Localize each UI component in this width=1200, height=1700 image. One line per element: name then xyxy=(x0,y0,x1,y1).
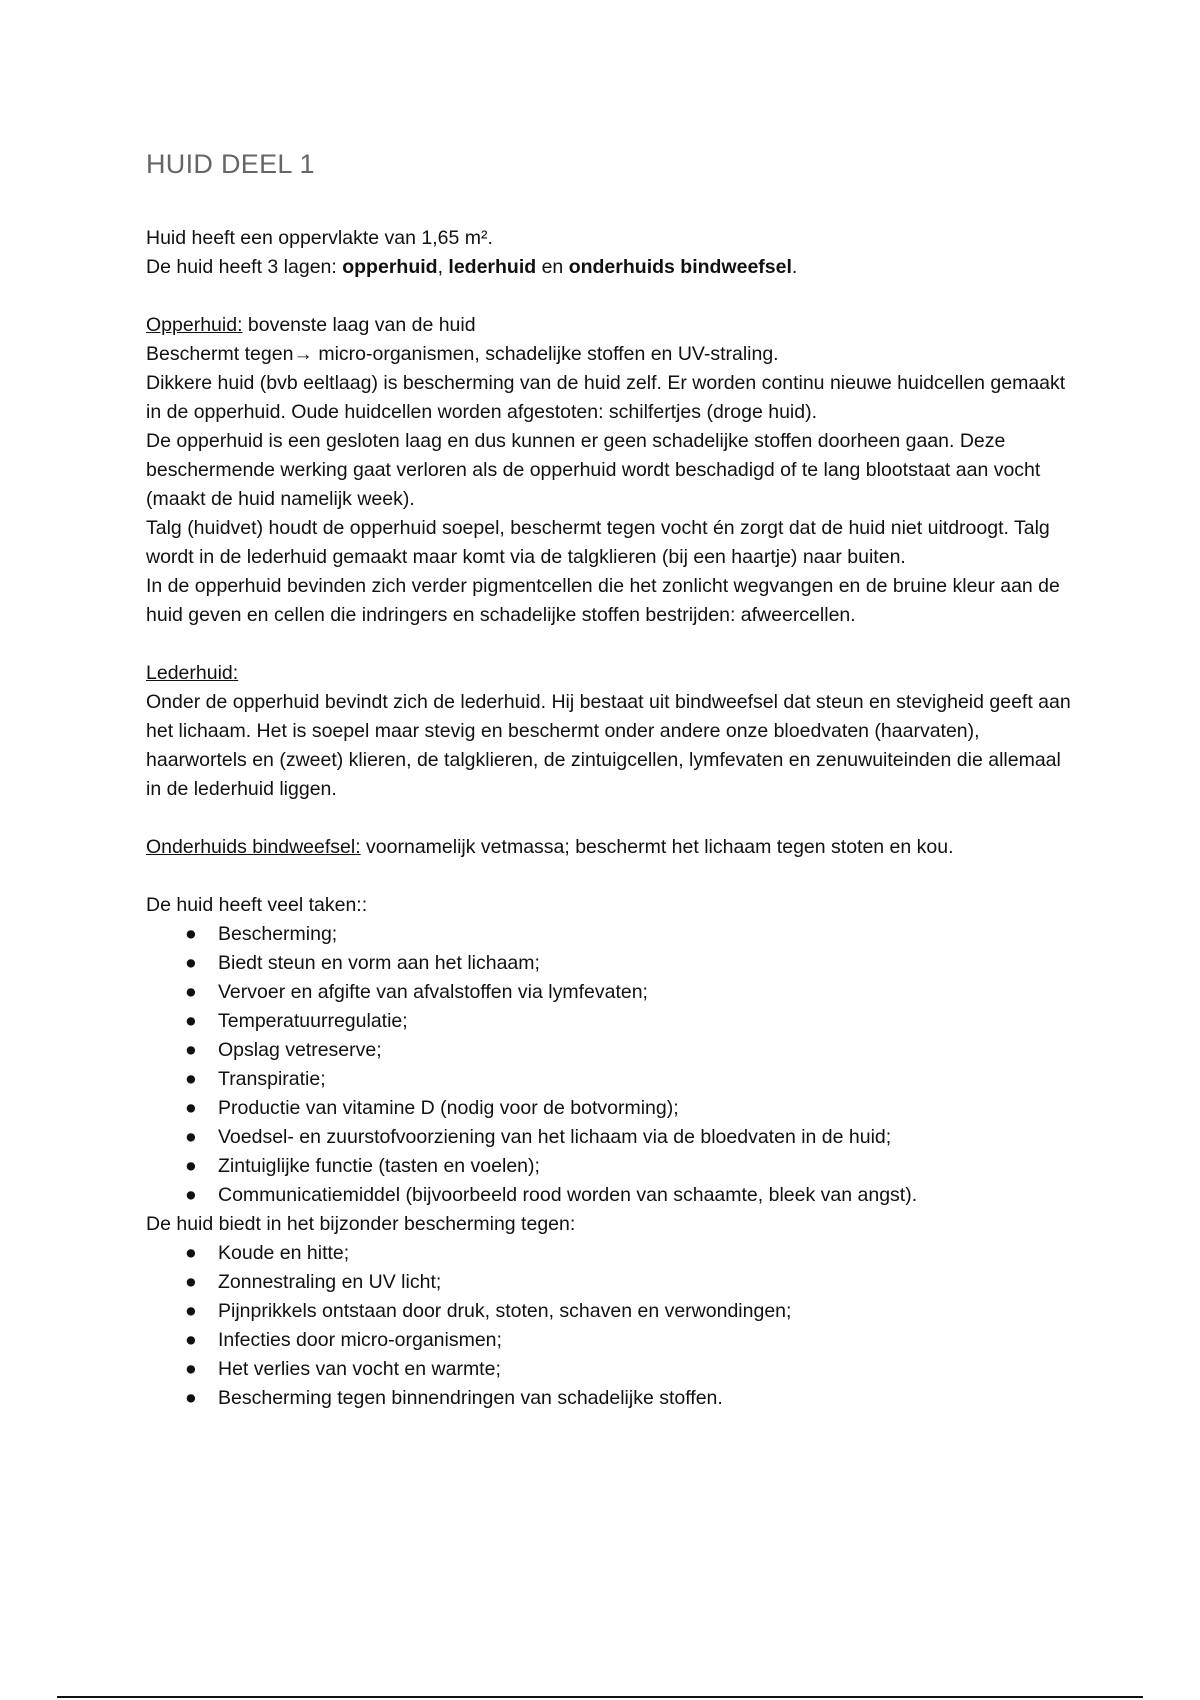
list-item: ● Koude en hitte; xyxy=(146,1239,1076,1268)
bullet-icon: ● xyxy=(185,1068,197,1090)
list-item: ● Het verlies van vocht en warmte; xyxy=(146,1355,1076,1384)
onderhuids-paragraph: Onderhuids bindweefsel: voornamelijk vetmassa; beschermt het lichaam tegen stoten en kou. xyxy=(146,836,954,858)
bullet-icon: ● xyxy=(185,1300,197,1322)
bescherming-intro: De huid biedt in het bijzonder bescherming tegen: xyxy=(146,1213,576,1235)
intro-line-layers: De huid heeft 3 lagen: opperhuid, lederhuid en onderhuids bindweefsel. xyxy=(146,256,798,278)
list-item: ● Temperatuurregulatie; xyxy=(146,1007,1076,1036)
list-item: ● Bescherming; xyxy=(146,920,1076,949)
bullet-icon: ● xyxy=(185,923,197,945)
intro-section xyxy=(146,224,1076,282)
list-item: ● Biedt steun en vorm aan het lichaam; xyxy=(146,949,1076,978)
bullet-icon: ● xyxy=(185,1387,197,1409)
opperhuid-section xyxy=(146,311,1076,630)
onderhuids-heading: Onderhuids bindweefsel: xyxy=(146,836,361,858)
bullet-icon: ● xyxy=(185,1039,197,1061)
document-page xyxy=(146,142,1076,1413)
lederhuid-heading: Lederhuid: xyxy=(146,662,239,684)
page-title: HUID DEEL 1 xyxy=(146,149,315,179)
bullet-icon: ● xyxy=(185,1358,197,1380)
opperhuid-paragraph: De opperhuid is een gesloten laag en dus kunnen er geen schadelijke stoffen doorheen gaan. Deze beschermende werking gaat verloren als de opperhuid wordt beschadigd of te lang blootstaat aan vocht (maakt de huid namelijk week). xyxy=(146,430,1041,510)
list-item: ● Pijnprikkels ontstaan door druk, stoten, schaven en verwondingen; xyxy=(146,1297,1076,1326)
bullet-icon: ● xyxy=(185,1184,197,1206)
list-item: ● Productie van vitamine D (nodig voor de botvorming); xyxy=(146,1094,1076,1123)
list-item: ● Zonnestraling en UV licht; xyxy=(146,1268,1076,1297)
term-onderhuids-bindweefsel: onderhuids bindweefsel xyxy=(568,256,792,278)
bullet-icon: ● xyxy=(185,1010,197,1032)
bullet-icon: ● xyxy=(185,981,197,1003)
list-item: ● Bescherming tegen binnendringen van schadelijke stoffen. xyxy=(146,1384,1076,1413)
taken-section xyxy=(146,891,1076,1413)
taken-intro: De huid heeft veel taken:: xyxy=(146,894,368,916)
footer-divider xyxy=(57,1696,1143,1698)
list-item: ● Zintuiglijke functie (tasten en voelen); xyxy=(146,1152,1076,1181)
opperhuid-paragraph: Beschermt tegen→ micro-organismen, schadelijke stoffen en UV-straling. xyxy=(146,343,779,365)
bescherming-list xyxy=(146,1239,1076,1413)
opperhuid-paragraph: Dikkere huid (bvb eeltlaag) is bescherming van de huid zelf. Er worden continu nieuwe huidcellen gemaakt in de opperhuid. Oude huidcellen worden afgestoten: schilfertjes (droge huid). xyxy=(146,372,1066,423)
bullet-icon: ● xyxy=(185,1155,197,1177)
onderhuids-section xyxy=(146,833,1076,862)
list-item: ● Communicatiemiddel (bijvoorbeeld rood worden van schaamte, bleek van angst). xyxy=(146,1181,1076,1210)
bullet-icon: ● xyxy=(185,1329,197,1351)
lederhuid-paragraph: Onder de opperhuid bevindt zich de lederhuid. Hij bestaat uit bindweefsel dat steun en stevigheid geeft aan het lichaam. Het is soepel maar stevig en beschermt onder andere onze bloedvaten (haarvaten), haarwortels en (zweet) klieren, de talgklieren, de zintuigcellen, lymfevaten en zenuwuiteinden die allemaal in de lederhuid liggen. xyxy=(146,691,1071,800)
bullet-icon: ● xyxy=(185,1097,197,1119)
opperhuid-heading: Opperhuid: xyxy=(146,314,243,336)
bullet-icon: ● xyxy=(185,1242,197,1264)
list-item: ● Opslag vetreserve; xyxy=(146,1036,1076,1065)
list-item: ● Voedsel- en zuurstofvoorziening van het lichaam via de bloedvaten in de huid; xyxy=(146,1123,1076,1152)
list-item: ● Transpiratie; xyxy=(146,1065,1076,1094)
list-item: ● Vervoer en afgifte van afvalstoffen via lymfevaten; xyxy=(146,978,1076,1007)
bullet-icon: ● xyxy=(185,1126,197,1148)
opperhuid-paragraph: In de opperhuid bevinden zich verder pigmentcellen die het zonlicht wegvangen en de bruine kleur aan de huid geven en cellen die indringers en schadelijke stoffen bestrijden: afweercellen. xyxy=(146,575,1060,626)
term-opperhuid: opperhuid xyxy=(342,256,438,278)
opperhuid-heading-line: Opperhuid: bovenste laag van de huid xyxy=(146,314,476,336)
list-item: ● Infecties door micro-organismen; xyxy=(146,1326,1076,1355)
intro-line-surface: Huid heeft een oppervlakte van 1,65 m². xyxy=(146,227,493,249)
taken-list xyxy=(146,920,1076,1210)
opperhuid-paragraph: Talg (huidvet) houdt de opperhuid soepel, beschermt tegen vocht én zorgt dat de huid niet uitdroogt. Talg wordt in de lederhuid gemaakt maar komt via de talgklieren (bij een haartje) naar buiten. xyxy=(146,517,1050,568)
lederhuid-section xyxy=(146,659,1076,804)
term-lederhuid: lederhuid xyxy=(448,256,537,278)
bullet-icon: ● xyxy=(185,1271,197,1293)
bullet-icon: ● xyxy=(185,952,197,974)
